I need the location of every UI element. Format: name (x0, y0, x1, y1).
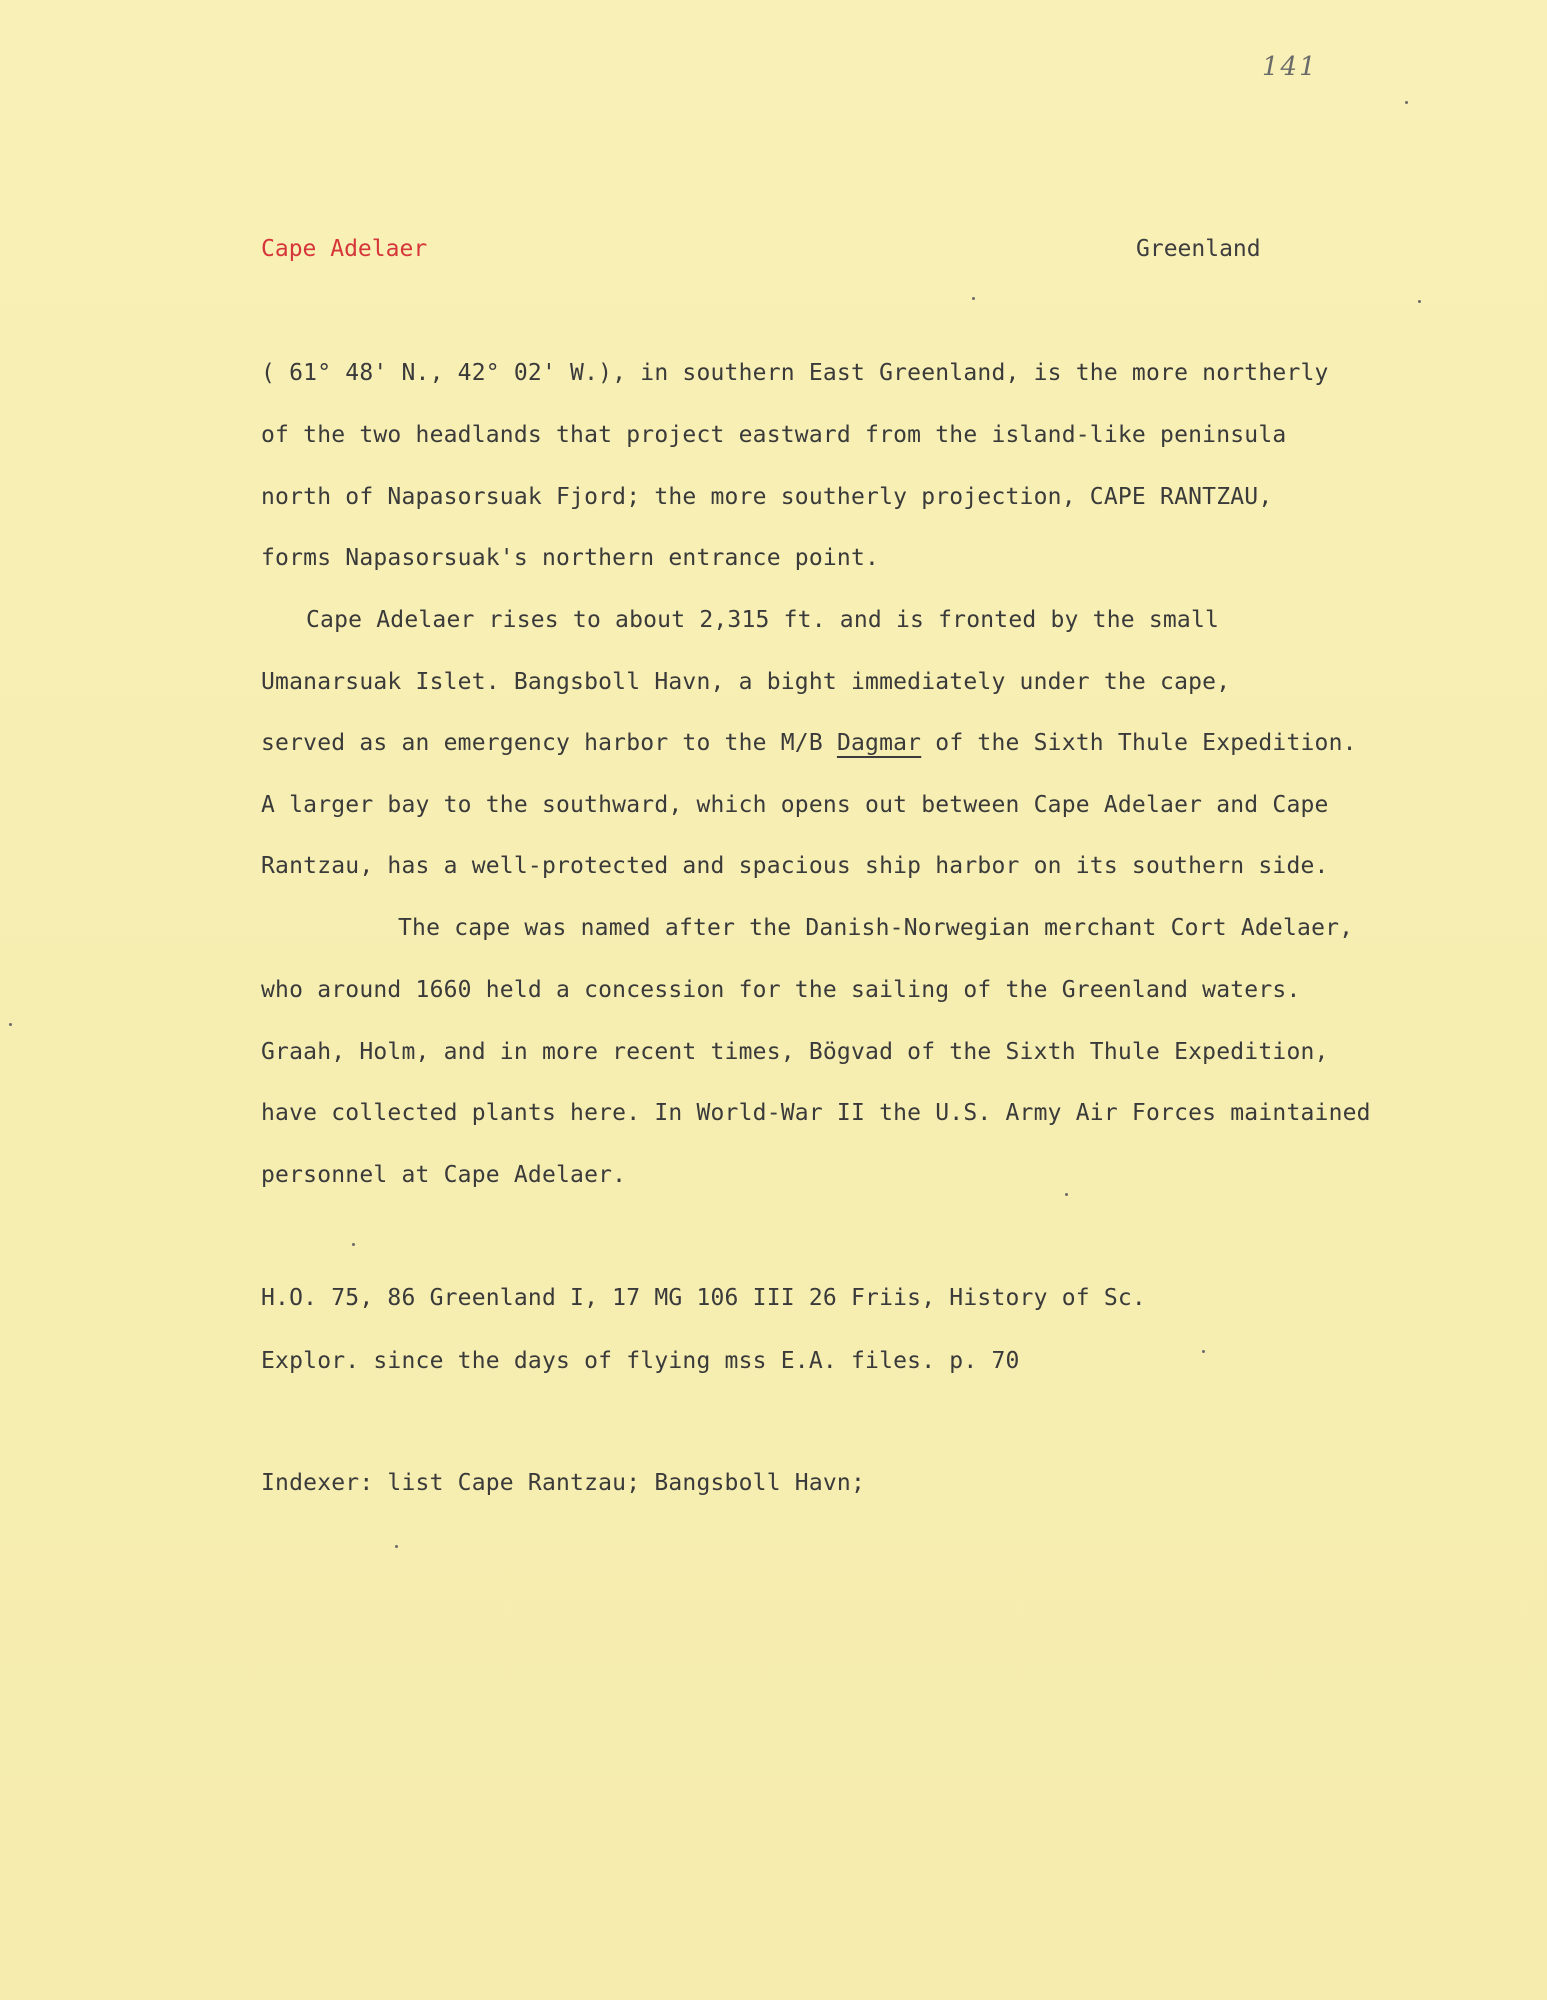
sources-line-1: H.O. 75, 86 Greenland I, 17 MG 106 III 26 Friis, History of Sc. (261, 1285, 1146, 1311)
paragraph-1-line-2: of the two headlands that project eastward from the island-like peninsula (261, 422, 1287, 448)
sources-line-2: Explor. since the days of flying mss E.A. files. p. 70 (261, 1348, 1020, 1374)
paper-speck (352, 1243, 355, 1246)
line-text-after-vessel: of the Sixth Thule Expedition. (921, 730, 1357, 756)
paragraph-3-line-4: have collected plants here. In World-War II the U.S. Army Air Forces maintained (261, 1100, 1371, 1126)
line-text-before-vessel: served as an emergency harbor to the M/B (261, 730, 837, 756)
paper-speck (1202, 1350, 1205, 1353)
paragraph-2-line-2: Umanarsuak Islet. Bangsboll Havn, a bight immediately under the cape, (261, 669, 1231, 695)
paragraph-3-line-2: who around 1660 held a concession for the sailing of the Greenland waters. (261, 977, 1301, 1003)
paragraph-1-line-4: forms Napasorsuak's northern entrance point. (261, 545, 880, 571)
vessel-name: Dagmar (836, 730, 922, 756)
paper-speck (1405, 101, 1408, 104)
indexer-note: Indexer: list Cape Rantzau; Bangsboll Havn; (261, 1470, 866, 1496)
paragraph-3-line-5: personnel at Cape Adelaer. (261, 1162, 627, 1188)
paragraph-2-line-4: A larger bay to the southward, which opens out between Cape Adelaer and Cape (261, 792, 1329, 818)
paragraph-3-line-3: Graah, Holm, and in more recent times, Bögvad of the Sixth Thule Expedition, (261, 1039, 1329, 1065)
paragraph-2-line-3 (261, 730, 1357, 756)
paper-speck (9, 1023, 12, 1026)
paper-speck (395, 1545, 398, 1548)
paragraph-3-line-1: The cape was named after the Danish-Norwegian merchant Cort Adelaer, (398, 915, 1354, 941)
entry-title: Cape Adelaer (261, 236, 428, 262)
paper-speck (1418, 300, 1421, 303)
entry-region: Greenland (1136, 236, 1261, 262)
paragraph-2-line-1: Cape Adelaer rises to about 2,315 ft. and is fronted by the small (306, 607, 1220, 633)
paragraph-1-line-1: ( 61° 48' N., 42° 02' W.), in southern East Greenland, is the more northerly (261, 360, 1329, 386)
paper-speck (1065, 1193, 1068, 1196)
paragraph-1-line-3: north of Napasorsuak Fjord; the more southerly projection, CAPE RANTZAU, (261, 484, 1273, 510)
paragraph-2-line-5: Rantzau, has a well-protected and spacious ship harbor on its southern side. (261, 853, 1329, 879)
page-number: 141 (1262, 52, 1318, 82)
paper-speck (972, 297, 975, 300)
